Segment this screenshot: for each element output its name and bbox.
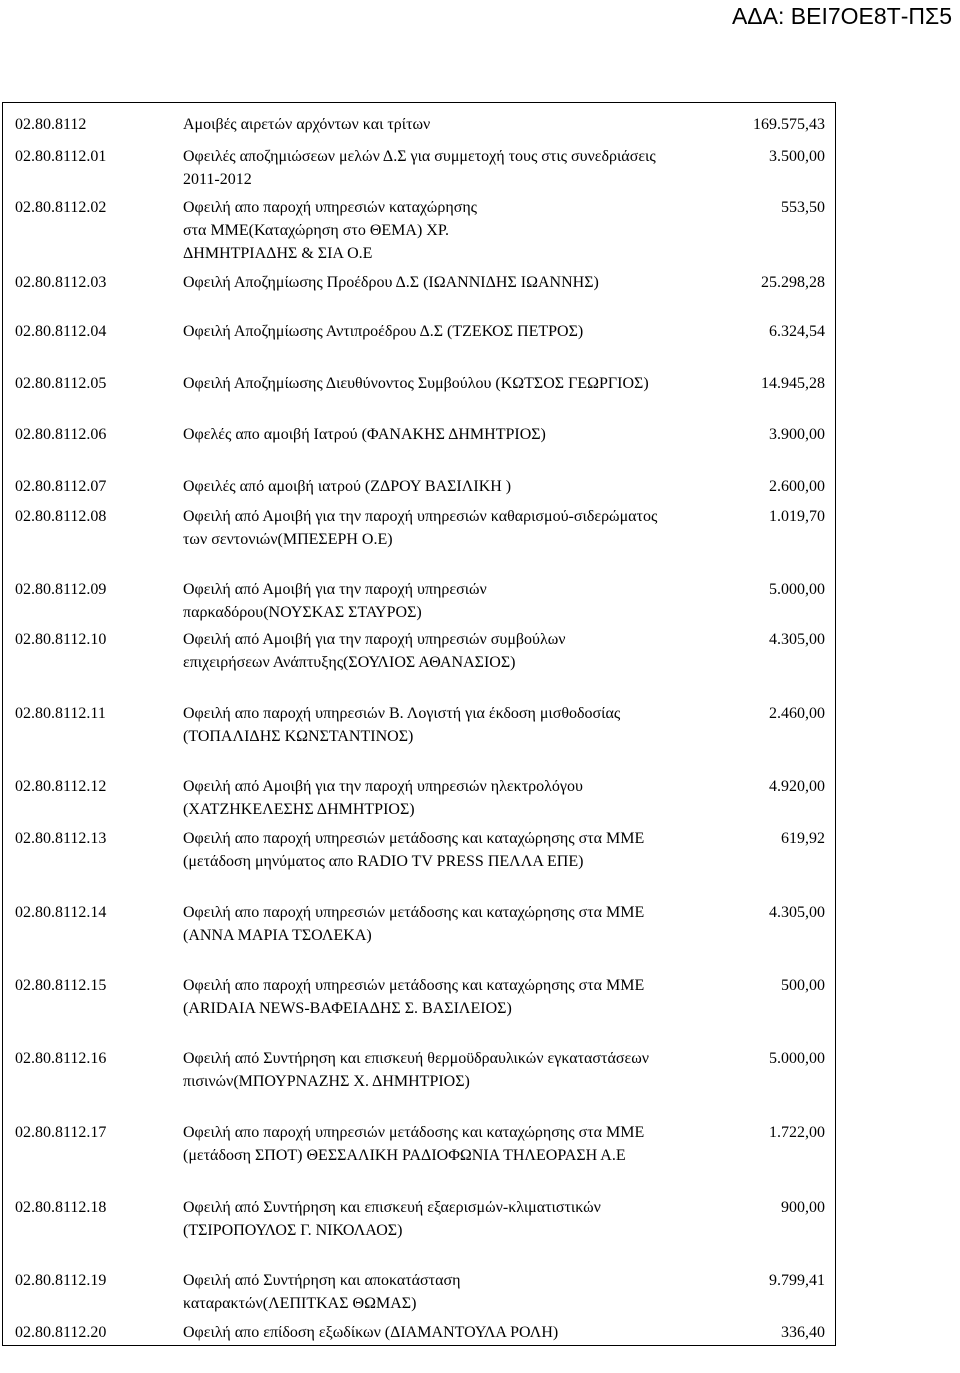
row-code: 02.80.8112.20 <box>15 1324 107 1341</box>
row-amount: 5.000,00 <box>769 1050 825 1067</box>
row-amount: 4.305,00 <box>769 631 825 648</box>
row-code: 02.80.8112.04 <box>15 323 107 340</box>
row-code: 02.80.8112.02 <box>15 199 107 216</box>
row-amount: 1.722,00 <box>769 1124 825 1141</box>
row-code: 02.80.8112.08 <box>15 508 107 525</box>
row-amount: 900,00 <box>781 1199 825 1216</box>
row-description: Οφειλή από Αμοιβή για την παροχή υπηρεσιών καθαρισμού-σιδερώματος των σεντονιών(ΜΠΕΣΕΡΗ Ο.Ε) <box>183 508 658 548</box>
row-amount: 6.324,54 <box>769 323 825 340</box>
row-code: 02.80.8112.09 <box>15 581 107 598</box>
row-description: Οφειλή Αποζημίωσης Διευθύνοντος Συμβούλου (ΚΩΤΣΟΣ ΓΕΩΡΓΙΟΣ) <box>183 375 649 392</box>
row-code: 02.80.8112.10 <box>15 631 107 648</box>
row-amount: 3.500,00 <box>769 148 825 165</box>
row-code: 02.80.8112.17 <box>15 1124 107 1141</box>
row-amount: 4.305,00 <box>769 904 825 921</box>
row-amount: 1.019,70 <box>769 508 825 525</box>
row-description: Οφειλή από Συντήρηση και επισκευή εξαερισμών-κλιματιστικών (ΤΣΙΡΟΠΟΥΛΟΣ Γ. ΝΙΚΟΛΑΟΣ) <box>183 1199 601 1239</box>
row-description: Οφειλή από Συντήρηση και αποκατάσταση καταρακτών(ΛΕΠΙΤΚΑΣ ΘΩΜΑΣ) <box>183 1272 461 1312</box>
row-amount: 2.600,00 <box>769 478 825 495</box>
row-amount: 500,00 <box>781 977 825 994</box>
row-amount: 4.920,00 <box>769 778 825 795</box>
row-code: 02.80.8112.12 <box>15 778 107 795</box>
row-amount: 25.298,28 <box>761 274 825 291</box>
row-description: Οφειλές από αμοιβή ιατρού (ΖΔΡΟΥ ΒΑΣΙΛΙΚΗ ) <box>183 478 512 495</box>
row-code: 02.80.8112.07 <box>15 478 107 495</box>
row-amount: 3.900,00 <box>769 426 825 443</box>
row-amount: 2.460,00 <box>769 705 825 722</box>
row-amount: 5.000,00 <box>769 581 825 598</box>
row-amount: 14.945,28 <box>761 375 825 392</box>
row-amount: 336,40 <box>781 1324 825 1341</box>
row-code: 02.80.8112.19 <box>15 1272 107 1289</box>
row-amount: 553,50 <box>781 199 825 216</box>
row-description: Οφειλή απο επίδοση εξωδίκων (ΔΙΑΜΑΝΤΟΥΛΑ ΡΟΛΗ) <box>183 1324 559 1341</box>
row-amount: 619,92 <box>781 830 825 847</box>
row-description: Οφειλή απο παροχή υπηρεσιών μετάδοσης και καταχώρησης στα ΜΜΕ (μετάδοση ΣΠΟΤ) ΘΕΣΣΑΛΙΚΗ ΡΑΔΙΟΦΩΝΙΑ ΤΗΛΕΟΡΑΣΗ Α.Ε <box>183 1124 645 1164</box>
row-code: 02.80.8112.05 <box>15 375 107 392</box>
row-description: Οφειλή απο παροχή υπηρεσιών μετάδοσης και καταχώρησης στα ΜΜΕ (ΑΝΝΑ ΜΑΡΙΑ ΤΣΟΛΕΚΑ) <box>183 904 645 944</box>
row-description: Αμοιβές αιρετών αρχόντων και τρίτων <box>183 116 431 133</box>
row-description: Οφειλές αποζημιώσεων μελών Δ.Σ για συμμετοχή τους στις συνεδριάσεις 2011-2012 <box>183 148 656 188</box>
row-code: 02.80.8112 <box>15 116 87 133</box>
row-code: 02.80.8112.16 <box>15 1050 107 1067</box>
row-description: Οφειλή από Αμοιβή για την παροχή υπηρεσιών παρκαδόρου(ΝΟΥΣΚΑΣ ΣΤΑΥΡΟΣ) <box>183 581 487 621</box>
row-description: Οφειλή απο παροχή υπηρεσιών μετάδοσης και καταχώρησης στα ΜΜΕ (ARIDAIA NEWS-ΒΑΦΕΙΑΔΗΣ Σ. ΒΑΣΙΛΕΙΟΣ) <box>183 977 645 1017</box>
row-description: Οφειλή απο παροχή υπηρεσιών μετάδοσης και καταχώρησης στα ΜΜΕ (μετάδοση μηνύματος απο RADIO TV PRESS ΠΕΛΛΑ ΕΠΕ) <box>183 830 645 870</box>
row-code: 02.80.8112.15 <box>15 977 107 994</box>
row-amount: 169.575,43 <box>753 116 825 133</box>
row-description: Οφειλή από Αμοιβή για την παροχή υπηρεσιών συμβούλων επιχειρήσεων Ανάπτυξης(ΣΟΥΛΙΟΣ ΑΘΑΝΑΣΙΟΣ) <box>183 631 566 671</box>
row-description: Οφειλή Αποζημίωσης Προέδρου Δ.Σ (ΙΩΑΝΝΙΔΗΣ ΙΩΑΝΝΗΣ) <box>183 274 599 291</box>
row-description: Οφειλή από Αμοιβή για την παροχή υπηρεσιών ηλεκτρολόγου (ΧΑΤΖΗΚΕΛΕΣΗΣ ΔΗΜΗΤΡΙΟΣ) <box>183 778 583 818</box>
row-description: Οφειλή απο παροχή υπηρεσιών καταχώρησης στα ΜΜΕ(Καταχώρηση στο ΘΕΜΑ) ΧΡ. ΔΗΜΗΤΡΙΑΔΗΣ & ΣΙΑ Ο.Ε <box>183 199 478 262</box>
row-amount: 9.799,41 <box>769 1272 825 1289</box>
row-code: 02.80.8112.11 <box>15 705 106 722</box>
row-code: 02.80.8112.01 <box>15 148 107 165</box>
row-code: 02.80.8112.03 <box>15 274 107 291</box>
ada-header: ΑΔΑ: ΒΕΙ7ΟΕ8Τ-ΠΣ5 <box>731 3 952 29</box>
row-code: 02.80.8112.13 <box>15 830 107 847</box>
row-code: 02.80.8112.06 <box>15 426 107 443</box>
budget-table <box>2 102 836 1346</box>
row-description: Οφειλή από Συντήρηση και επισκευή θερμοϋδραυλικών εγκαταστάσεων πισινών(ΜΠΟΥΡΝΑΖΗΣ Χ. ΔΗΜΗΤΡΙΟΣ) <box>183 1050 649 1090</box>
row-description: Οφειλή απο παροχή υπηρεσιών Β. Λογιστή για έκδοση μισθοδοσίας (ΤΟΠΑΛΙΔΗΣ ΚΩΝΣΤΑΝΤΙΝΟΣ) <box>183 705 621 745</box>
row-code: 02.80.8112.14 <box>15 904 107 921</box>
row-description: Οφειλή Αποζημίωσης Αντιπροέδρου Δ.Σ (ΤΖΕΚΟΣ ΠΕΤΡΟΣ) <box>183 323 584 340</box>
row-description: Οφελές απο αμοιβή Ιατρού (ΦΑΝΑΚΗΣ ΔΗΜΗΤΡΙΟΣ) <box>183 426 546 443</box>
row-code: 02.80.8112.18 <box>15 1199 107 1216</box>
